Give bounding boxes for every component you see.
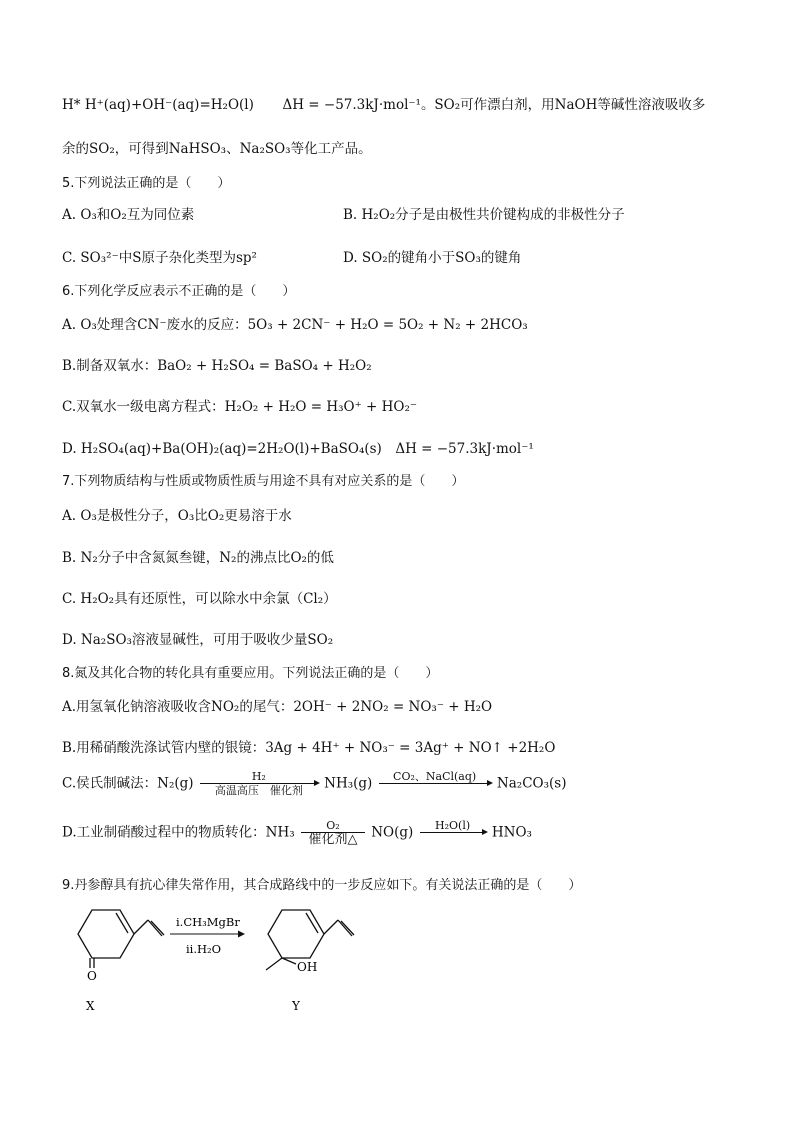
q8-c-arrow-1-top: H₂ [251,770,266,783]
reagent-2: ii.H₂O [186,942,222,956]
q5-option-d: D. SO₂的键角小于SO₃的键角 [343,250,522,266]
q5-option-a: A. O₃和O₂互为同位素 [62,207,195,223]
q8-d-end: HNO₃ [491,824,532,841]
q8-c-arrow-1-bottom: 高温高压 催化剂 [214,784,303,797]
molecule-x-oxygen: O [87,969,97,983]
q8-d-condition-top: O₂ [326,819,340,832]
intro-enthalpy: ΔH = −57.3kJ·mol⁻¹ [282,97,421,113]
q8-d-prefix: D.工业制硝酸过程中的物质转化：NH₃ [62,824,295,841]
reaction-scheme-figure [60,898,380,1023]
q7-stem: 7.下列物质结构与性质或物质性质与用途不具有对应关系的是（ ） [62,474,465,489]
reaction-bar-icon [301,832,365,833]
q8-d-arrow-2-top: H₂O(l) [435,819,471,832]
q6-option-c: C.双氧水一级电离方程式：H₂O₂ + H₂O = H₃O⁺ + HO₂⁻ [62,399,417,415]
q8-d-arrow-2 [420,820,486,846]
q8-d-condition [301,820,365,846]
q5-option-b: B. H₂O₂分子是由极性共价键构成的非极性分子 [343,207,625,223]
intro-text-1: 。SO₂可作漂白剂，用NaOH等碱性溶液吸收多 [420,97,706,113]
q8-c-arrow-2-top: CO₂、NaCl(aq) [393,770,477,783]
reaction-arrow-icon [200,783,318,784]
intro-equation: H⁺(aq)+OH⁻(aq)=H₂O(l) [84,97,254,113]
q8-option-d [62,820,532,846]
q8-c-arrow-1 [200,771,318,797]
molecule-x [78,910,164,968]
q9-stem: 9.丹参醇具有抗心律失常作用，其合成路线中的一步反应如下。有关说法正确的是（ ） [62,878,582,893]
q7-option-a: A. O₃是极性分子，O₃比O₂更易溶于水 [62,508,292,524]
q7-option-d: D. Na₂SO₃溶液显碱性，可用于吸收少量SO₂ [62,632,334,648]
intro-prefix: H* [62,97,85,113]
reaction-arrow-icon [420,832,486,833]
q8-c-prefix: C.侯氏制碱法：N₂(g) [62,775,194,792]
molecule-x-label: X [86,999,95,1013]
q8-option-a: A.用氢氧化钠溶液吸收含NO₂的尾气：2OH⁻ + 2NO₂ = NO₃⁻ + H₂O [62,699,493,715]
q6-option-b: B.制备双氧水：BaO₂ + H₂SO₄ = BaSO₄ + H₂O₂ [62,358,372,374]
q5-stem: 5.下列说法正确的是（ ） [62,176,231,191]
molecule-y-label: Y [292,999,300,1013]
q7-option-b: B. N₂分子中含氮氮叁键，N₂的沸点比O₂的低 [62,550,334,566]
q8-c-end: Na₂CO₃(s) [496,775,567,792]
q8-c-mid: NH₃(g) [324,775,373,792]
q6-stem: 6.下列化学反应表示不正确的是（ ） [62,284,296,299]
q8-d-mid: NO(g) [371,824,414,841]
intro-line-2: 余的SO₂，可得到NaHSO₃、Na₂SO₃等化工产品。 [62,141,372,157]
q8-stem: 8.氮及其化合物的转化具有重要应用。下列说法正确的是（ ） [62,666,439,681]
reaction-arrow-icon [379,783,491,784]
q8-option-c [62,771,566,797]
q8-c-arrow-2 [379,771,491,797]
intro-line-1 [62,96,705,114]
q6-option-d: D. H₂SO₄(aq)+Ba(OH)₂(aq)=2H₂O(l)+BaSO₄(s) ΔH = −57.3kJ·mol⁻¹ [62,441,534,457]
q6-option-a: A. O₃处理含CN⁻废水的反应：5O₃ + 2CN⁻ + H₂O = 5O₂ + N₂ + 2HCO₃ [62,317,528,333]
q8-option-b: B.用稀硝酸洗涤试管内壁的银镜：3Ag + 4H⁺ + NO₃⁻ = 3Ag⁺ + NO↑ +2H₂O [62,740,556,756]
molecule-y-hydroxyl: OH [297,960,318,974]
q5-option-c: C. SO₃²⁻中S原子杂化类型为sp² [62,250,257,266]
q7-option-c: C. H₂O₂具有还原性，可以除水中余氯（Cl₂） [62,591,337,607]
q8-d-condition-bottom: 催化剂△ [308,832,358,847]
reagent-1: i.CH₃MgBr [176,915,240,929]
